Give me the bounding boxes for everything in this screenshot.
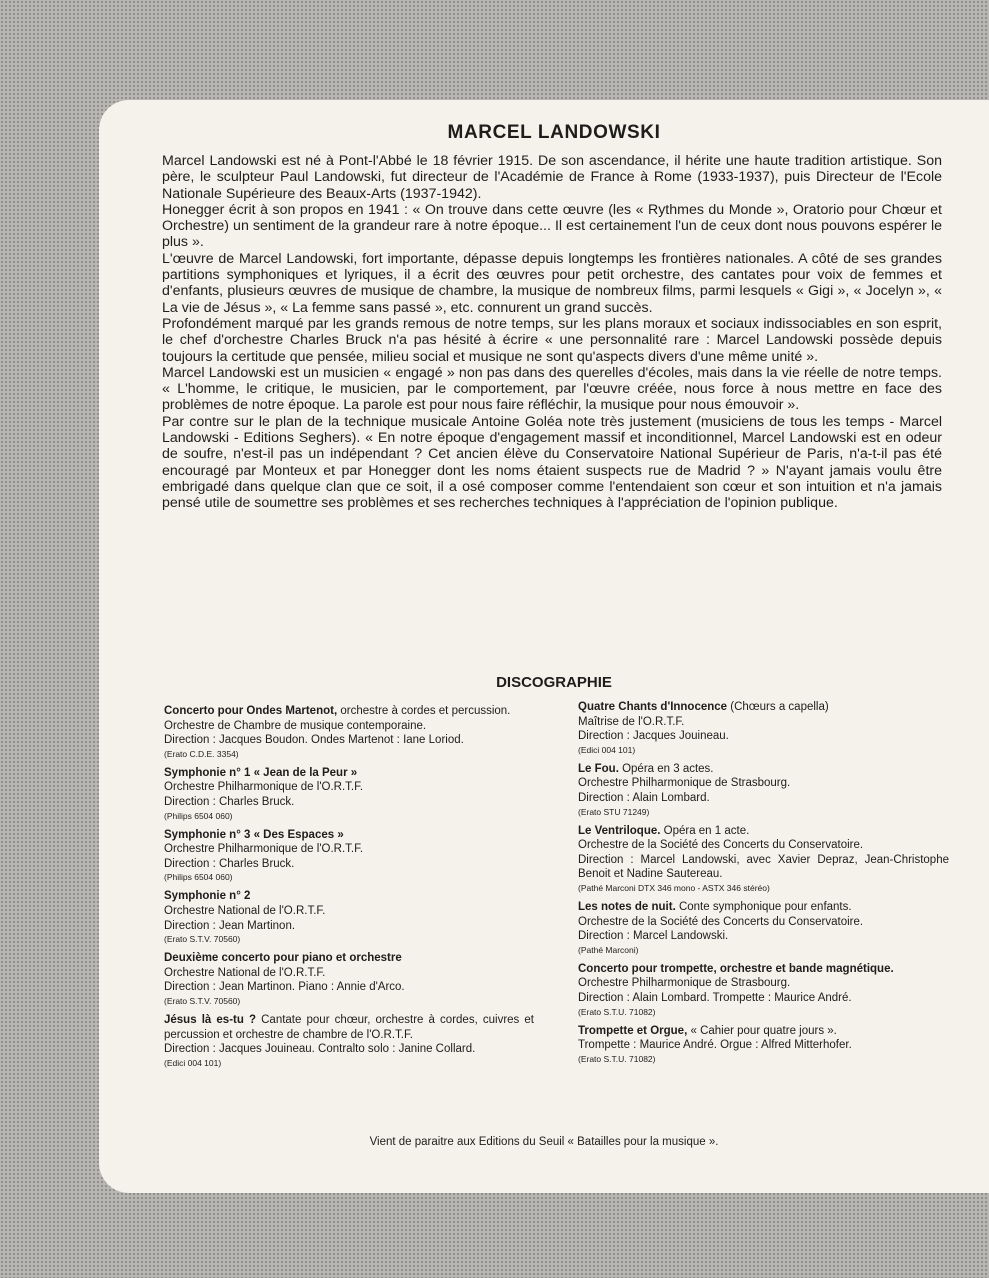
performer-line: Direction : Jean Martinon. Piano : Annie d'Arco. xyxy=(164,981,405,994)
discography-entry xyxy=(164,766,534,822)
discography-entry xyxy=(164,1013,534,1069)
performer-line: Direction : Charles Bruck. xyxy=(164,795,295,808)
work-description: Opéra en 1 acte. xyxy=(660,824,750,837)
work-description: orchestre à cordes et percussion. xyxy=(337,705,511,717)
record-reference: (Edici 004 101) xyxy=(578,744,636,755)
discography-entry xyxy=(164,889,534,945)
performer-line: Direction : Jacques Jouineau. xyxy=(578,730,729,743)
performer-line: Direction : Jacques Jouineau. Contralto solo : Janine Collard. xyxy=(164,1043,476,1056)
page-title: MARCEL LANDOWSKI xyxy=(447,122,661,143)
bio-paragraph: Par contre sur le plan de la technique musicale Antoine Goléa note très justement (musiciens de tous les temps - Marcel Landowski - Editions Seghers). « En notre époque d'engagement massif et inconditionnel, Marcel Landowski est en odeur de soufre, n'est-il pas un indépendant ? Cet ancien élève du Conservatoire National Supérieur de Paris, n'a-t-il pas été encouragé par Monteux et par Honegger dont les noms étaient suspects rue de Madrid ? » N'ayant jamais voulu être embrigadé dans quelque clan que ce soit, il a osé composer comme l'entendaient son cœur et son intuition et n'a jamais pensé utile de soumettre ses problèmes et ses recherches techniques à l'appréciation de l'opinion publique. xyxy=(162,413,942,512)
work-title: Deuxième concerto pour piano et orchestre xyxy=(164,952,402,965)
performer-line: Direction : Jacques Boudon. Ondes Martenot : Iane Loriod. xyxy=(164,734,464,747)
biography xyxy=(162,153,942,512)
work-title: Jésus là es-tu ? xyxy=(164,1013,257,1026)
performer-line: Direction : Marcel Landowski, avec Xavier Depraz, Jean-Christophe Benoit et Nadine Sautereau. xyxy=(578,853,949,881)
discography-title: DISCOGRAPHIE xyxy=(496,674,612,691)
performer-line: Orchestre de la Société des Concerts du Conservatoire. xyxy=(578,839,864,852)
performer-line: Direction : Jean Martinon. xyxy=(164,919,296,932)
work-title: Le Fou. xyxy=(578,762,619,775)
record-reference: (Erato S.T.U. 71082) xyxy=(578,1053,656,1064)
record-reference: (Erato S.T.U. 71082) xyxy=(578,1006,656,1017)
work-title: Quatre Chants d'Innocence xyxy=(578,701,728,713)
record-reference: (Erato S.T.V. 70560) xyxy=(164,995,241,1006)
work-title: Le Ventriloque. xyxy=(578,824,661,837)
discography-entry xyxy=(578,1024,949,1065)
performer-line: Direction : Charles Bruck. xyxy=(164,857,295,870)
performer-line: Orchestre National de l'O.R.T.F. xyxy=(164,904,326,917)
bio-paragraph: Marcel Landowski est un musicien « engagé » non pas dans des querelles d'écoles, mais dans la vie réelle de notre temps. « L'homme, le critique, le musicien, par le comportement, par l'œuvre créée, nous force à nous mettre en face des problèmes de notre époque. La parole est pour nous faire réfléchir, la musique pour nous émouvoir ». xyxy=(162,364,942,414)
work-title: Symphonie n° 2 xyxy=(164,890,251,903)
bio-paragraph: Profondément marqué par les grands remous de notre temps, sur les plans moraux et sociaux indissociables en son esprit, le chef d'orchestre Charles Bruck n'a pas hésité à écrire « une personnalité rare : Marcel Landowski possède depuis toujours la certitude que pensée, milieu social et musique ne sont qu'aspects divers d'une même unité ». xyxy=(162,315,942,365)
discography-entry xyxy=(578,824,949,894)
performer-line: Maîtrise de l'O.R.T.F. xyxy=(578,715,685,728)
record-reference: (Erato S.T.V. 70560) xyxy=(164,934,241,945)
bio-paragraph: Honegger écrit à son propos en 1941 : « On trouve dans cette œuvre (les « Rythmes du Monde », Oratorio pour Chœur et Orchestre) un sentiment de la grandeur rare à notre époque... Il est certainement l'un de ceux dont nous pouvons espérer le plus ». xyxy=(162,201,942,251)
work-title: Concerto pour Ondes Martenot, xyxy=(164,705,338,717)
performer-line: Direction : Alain Lombard. Trompette : Maurice André. xyxy=(578,991,852,1004)
performer-line: Orchestre Philharmonique de Strasbourg. xyxy=(578,977,791,990)
discography-left-column xyxy=(164,704,534,1075)
discography-entry xyxy=(578,900,949,956)
record-reference: (Philips 6504 060) xyxy=(164,872,233,883)
record-reference: (Edici 004 101) xyxy=(164,1057,222,1068)
record-reference: (Pathé Marconi) xyxy=(578,944,639,955)
work-title: Symphonie n° 1 « Jean de la Peur » xyxy=(164,766,358,779)
work-description: Opéra en 3 actes. xyxy=(618,762,714,775)
work-title: Les notes de nuit. xyxy=(578,900,676,913)
performer-line: Direction : Marcel Landowski. xyxy=(578,930,729,943)
discography-entry xyxy=(164,828,534,884)
work-description: Cantate pour chœur, orchestre à cordes, cuivres et percussion et orchestre de chambre de l'O.R.T.F. xyxy=(164,1013,534,1041)
performer-line: Trompette : Maurice André. Orgue : Alfred Mitterhofer. xyxy=(578,1039,852,1052)
work-title: Concerto pour trompette, orchestre et bande magnétique. xyxy=(578,962,894,975)
performer-line: Orchestre National de l'O.R.T.F. xyxy=(164,966,326,979)
discography-entry xyxy=(578,962,949,1018)
performer-line: Orchestre Philharmonique de Strasbourg. xyxy=(578,777,791,790)
work-description: Conte symphonique pour enfants. xyxy=(675,900,852,913)
performer-line: Orchestre Philharmonique de l'O.R.T.F. xyxy=(164,781,364,794)
text-panel xyxy=(99,100,989,1193)
record-reference: (Erato STU 71249) xyxy=(578,806,650,817)
performer-line: Orchestre de Chambre de musique contemporaine. xyxy=(164,719,427,732)
discography-entry xyxy=(164,704,534,760)
discography-right-column xyxy=(578,700,949,1071)
performer-line: Orchestre Philharmonique de l'O.R.T.F. xyxy=(164,843,364,856)
performer-line: Orchestre de la Société des Concerts du Conservatoire. xyxy=(578,915,864,928)
work-title: Trompette et Orgue, xyxy=(578,1024,688,1037)
record-reference: (Philips 6504 060) xyxy=(164,810,233,821)
work-description: (Chœurs a capella) xyxy=(727,701,829,713)
record-reference: (Pathé Marconi DTX 346 mono - ASTX 346 stéréo) xyxy=(578,882,770,893)
discography-entry xyxy=(578,700,949,756)
record-reference: (Erato C.D.E. 3354) xyxy=(164,748,239,759)
bio-paragraph: Marcel Landowski est né à Pont-l'Abbé le 18 février 1915. De son ascendance, il hérite une haute tradition artistique. Son père, le sculpteur Paul Landowski, fut directeur de l'Académie de France à Rome (1933-1937), puis Directeur de l'Ecole Nationale Supérieure des Beaux-Arts (1937-1942). xyxy=(162,153,942,202)
work-title: Symphonie n° 3 « Des Espaces » xyxy=(164,828,344,841)
discography-entry xyxy=(578,762,949,818)
performer-line: Direction : Alain Lombard. xyxy=(578,791,710,804)
work-description: « Cahier pour quatre jours ». xyxy=(687,1024,837,1037)
bio-paragraph: L'œuvre de Marcel Landowski, fort importante, dépasse depuis longtemps les frontières nationales. A côté de ses grandes partitions symphoniques et lyriques, il a écrit des œuvres pour petit orchestre, des cantates pour voix de femmes et d'enfants, plusieurs œuvres de musique de chambre, la musique de nombreux films, parmi lesquels « Gigi », « Jocelyn », « La vie de Jésus », « La femme sans passé », etc. connurent un grand succès. xyxy=(162,250,942,316)
footer-note: Vient de paraitre aux Editions du Seuil « Batailles pour la musique ». xyxy=(369,1136,719,1148)
discography-entry xyxy=(164,951,534,1007)
